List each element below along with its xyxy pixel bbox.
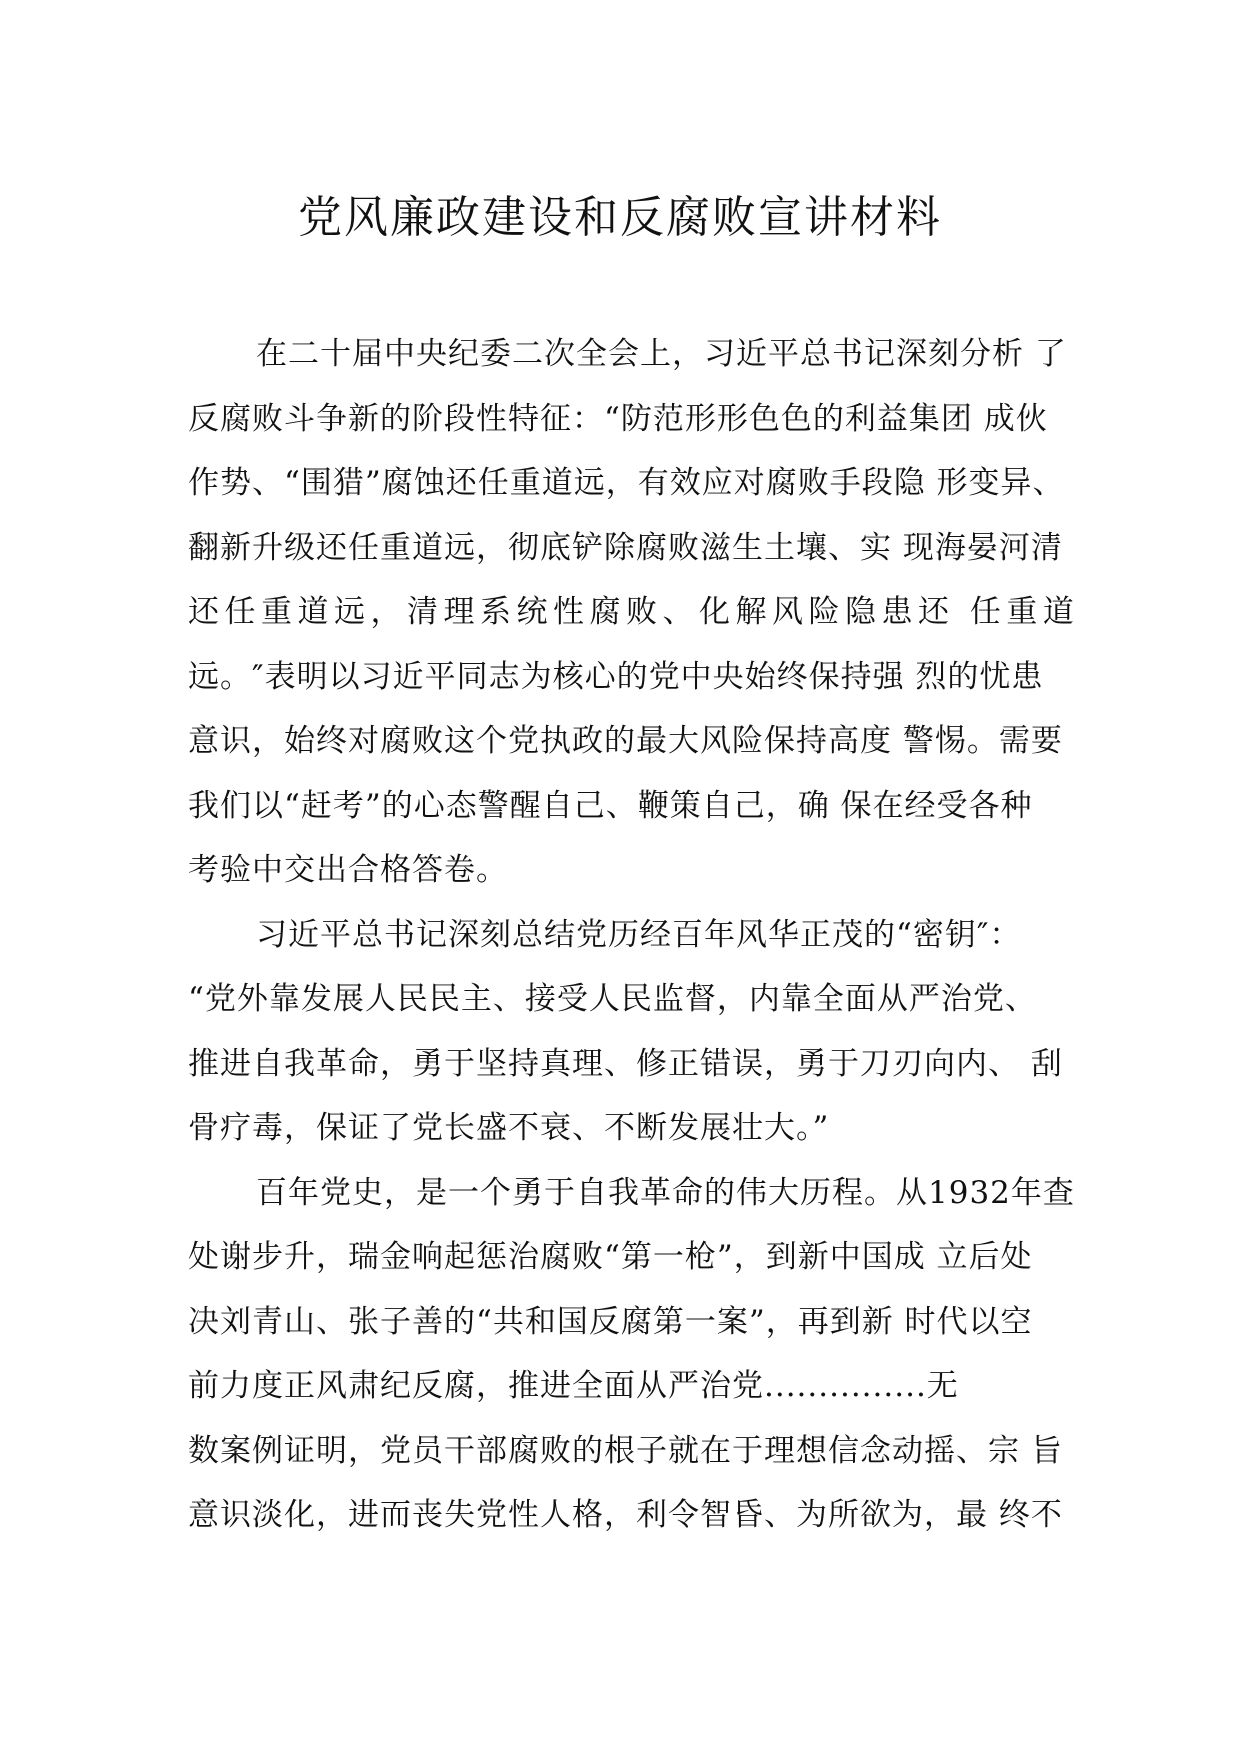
document-title: 党风廉政建设和反腐败宣讲材料 — [298, 192, 942, 243]
paragraph-line: 意识，始终对腐败这个党执政的最大风险保持高度 警惕。需要 — [188, 723, 1063, 759]
paragraph-line: 数案例证明，党员干部腐败的根子就在于理想信念动摇、宗 旨 — [188, 1432, 1063, 1469]
paragraph-line: 决刘青山、张子善的“共和国反腐第一案”，再到新 时代以空 — [188, 1303, 1033, 1340]
paragraph-line: 反腐败斗争新的阶段性特征：“防范形形色色的利益集团 成伙 — [188, 400, 1048, 437]
document-body — [188, 322, 1080, 1548]
paragraph-line: 在二十届中央纪委二次全会上，习近平总书记深刻分析 了 — [256, 336, 1067, 372]
paragraph-line: 远。″表明以习近平同志为核心的党中央始终保持强 烈的忧患 — [188, 658, 1044, 695]
paragraph-line: 还任重道远，清理系统性腐败、化解风险隐患还 任重道 — [188, 594, 1080, 630]
paragraph-line: 推进自我革命，勇于坚持真理、修正错误，勇于刀刃向内、 刮 — [188, 1045, 1063, 1082]
paragraph-line: 百年党史，是一个勇于自我革命的伟大历程。从1932年查 — [256, 1174, 1075, 1211]
paragraph-line: 意识淡化，进而丧失党性人格，利令智昏、为所欲为，最 终不 — [188, 1497, 1063, 1533]
paragraph-line: 我们以“赶考”的心态警醒自己、鞭策自己，确 保在经受各种 — [188, 787, 1033, 824]
paragraph-line: 处谢步升，瑞金响起惩治腐败“第一枪”，到新中国成 立后处 — [188, 1239, 1033, 1275]
paragraph-line: 作势、“围猎”腐蚀还任重道远，有效应对腐败手段隐 形变异、 — [188, 465, 1065, 501]
paragraph-line: 习近平总书记深刻总结党历经百年风华正茂的“密钥″： — [256, 916, 1022, 953]
paragraph-line: 考验中交出合格答卷。 — [188, 852, 508, 888]
paragraph-line: “党外靠发展人民民主、接受人民监督，内靠全面从严治党、 — [188, 981, 1037, 1017]
paragraph-line: 前力度正风肃纪反腐，推进全面从严治党...............无 — [188, 1368, 959, 1404]
paragraph-line: 翻新升级还任重道远，彻底铲除腐败滋生土壤、实 现海晏河清 — [188, 529, 1063, 566]
paragraph-line: 骨疗毒，保证了党长盛不衰、不断发展壮大。” — [188, 1110, 830, 1146]
